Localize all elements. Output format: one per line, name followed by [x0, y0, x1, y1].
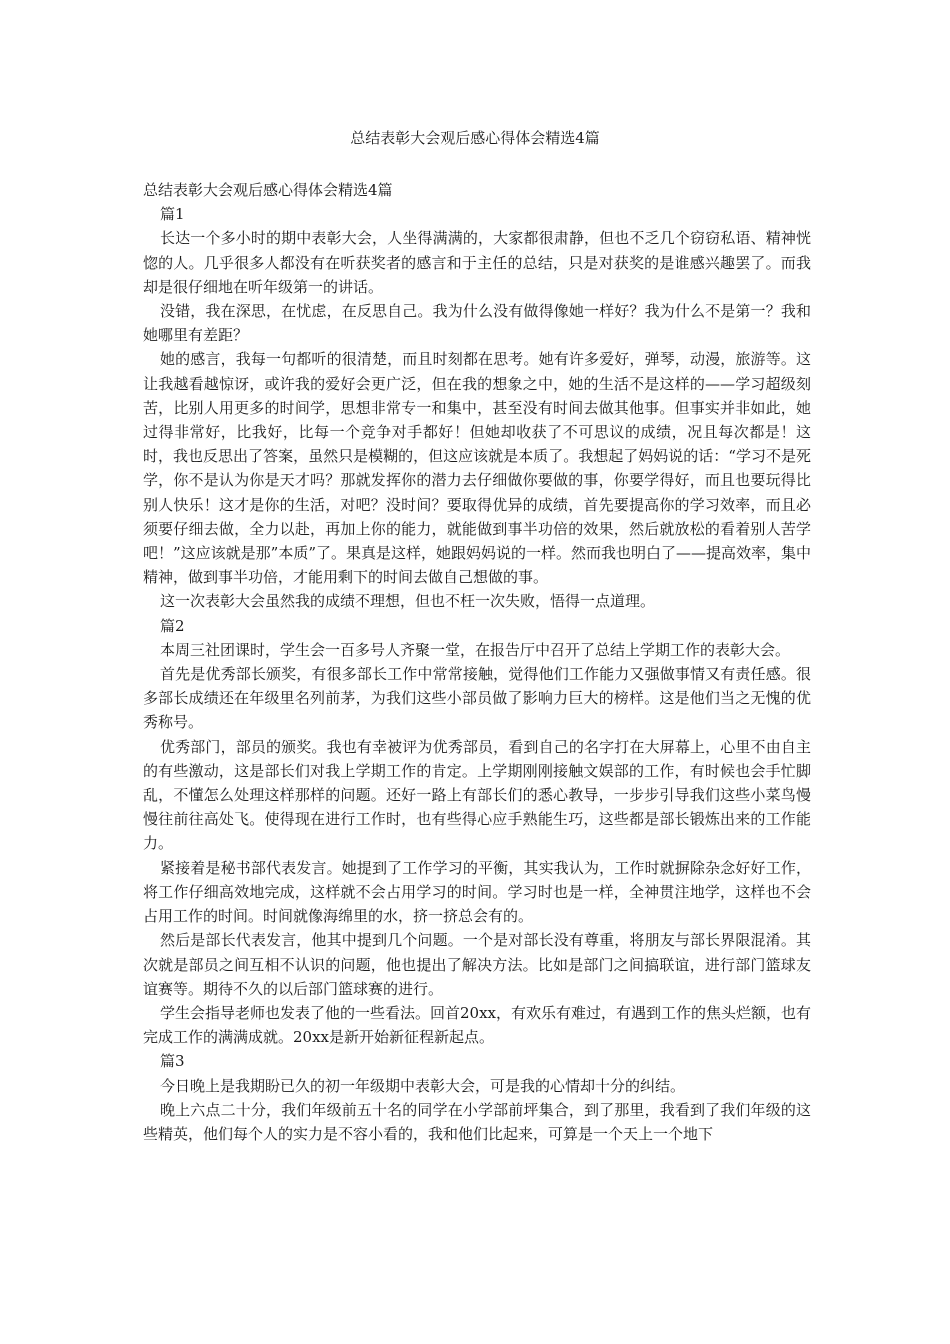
paragraph: 学生会指导老师也发表了他的一些看法。回首20xx，有欢乐有难过，有遇到工作的焦头烂额，也有完成工作的满满成就。20xx是新开始新征程新起点。 — [143, 1003, 812, 1047]
document-body — [143, 178, 811, 1146]
paragraph: 紧接着是秘书部代表发言。她提到了工作学习的平衡，其实我认为，工作时就摒除杂念好好工作，将工作仔细高效地完成，这样就不会占用学习的时间。学习时也是一样，全神贯注地学，这样也不会占用工作的时间。时间就像海绵里的水，挤一挤总会有的。 — [143, 858, 811, 926]
document-title: 总结表彰大会观后感心得体会精选4篇 — [350, 129, 600, 147]
paragraph: 优秀部门，部员的颁奖。我也有幸被评为优秀部员，看到自己的名字打在大屏幕上，心里不由自主的有些激动，这是部长们对我上学期工作的肯定。上学期刚刚接触文娱部的工作，有时候也会手忙脚乱，不懂怎么处理这样那样的问题。还好一路上有部长们的悉心教导，一步步引导我们这些小菜鸟慢慢往前往高处飞。使得现在进行工作时，也有些得心应手熟能生巧，这些都是部长锻炼出来的工作能力。 — [143, 737, 811, 853]
paragraph: 长达一个多小时的期中表彰大会，人坐得满满的，大家都很肃静，但也不乏几个窃窃私语、精神恍惚的人。几乎很多人都没有在听获奖者的感言和于主任的总结，只是对获奖的是谁感兴趣罢了。而我却是很仔细地在听年级第一的讲话。 — [143, 229, 811, 296]
paragraph: 首先是优秀部长颁奖，有很多部长工作中常常接触，觉得他们工作能力又强做事情又有责任感。很多部长成绩还在年级里名列前茅，为我们这些小部员做了影响力巨大的榜样。这是他们当之无愧的优秀称号。 — [143, 665, 811, 732]
section-heading: 总结表彰大会观后感心得体会精选4篇 — [143, 181, 393, 199]
article-label-1: 篇1 — [160, 205, 185, 224]
paragraph: 本周三社团课时，学生会一百多号人齐聚一堂，在报告厅中召开了总结上学期工作的表彰大会。 — [160, 640, 791, 659]
paragraph: 这一次表彰大会虽然我的成绩不理想，但也不枉一次失败，悟得一点道理。 — [160, 592, 656, 611]
article-label-3: 篇3 — [160, 1052, 185, 1071]
paragraph: 没错，我在深思，在忧虑，在反思自己。我为什么没有做得像她一样好？我为什么不是第一？我和她哪里有差距？ — [143, 302, 811, 345]
paragraph: 然后是部长代表发言，他其中提到几个问题。一个是对部长没有尊重，将朋友与部长界限混淆。其次就是部员之间互相不认识的问题，他也提出了解决方法。比如是部门之间搞联谊，进行部门篮球友谊赛等。期待不久的以后部门篮球赛的进行。 — [143, 931, 811, 998]
article-label-2: 篇2 — [160, 616, 185, 635]
paragraph: 今日晚上是我期盼已久的初一年级期中表彰大会，可是我的心情却十分的纠结。 — [160, 1076, 686, 1095]
paragraph: 晚上六点二十分，我们年级前五十名的同学在小学部前坪集合，到了那里，我看到了我们年级的这些精英，他们每个人的实力是不容小看的，我和他们比起来，可算是一个天上一个地下 — [143, 1100, 811, 1143]
paragraph: 她的感言，我每一句都听的很清楚，而且时刻都在思考。她有许多爱好，弹琴，动漫，旅游等。这让我越看越惊讶，或许我的爱好会更广泛，但在我的想象之中，她的生活不是这样的——学习超级刻苦，比别人用更多的时间学，思想非常专一和集中，甚至没有时间去做其他事。但事实并非如此，她过得非常好，比我好，比每一个竞争对手都好！但她却收获了不可思议的成绩，况且每次都是！这时，我也反思出了答案，虽然只是模糊的，但这应该就是本质了。我想起了妈妈说的话：“学习不是死学，你不是认为你是天才吗？那就发挥你的潜力去仔细做你要做的事，你要学得好，而且也要玩得比别人快乐！这才是你的生活，对吧？没时间？要取得优异的成绩，首先要提高你的学习效率，而且必须要仔细去做，全力以赴，再加上你的能力，就能做到事半功倍的效果，然后就放松的看着别人苦学吧！”这应该就是那”本质”了。果真是这样，她跟妈妈说的一样。然而我也明白了——提高效率，集中精神，做到事半功倍，才能用剩下的时间去做自己想做的事。 — [143, 350, 812, 587]
